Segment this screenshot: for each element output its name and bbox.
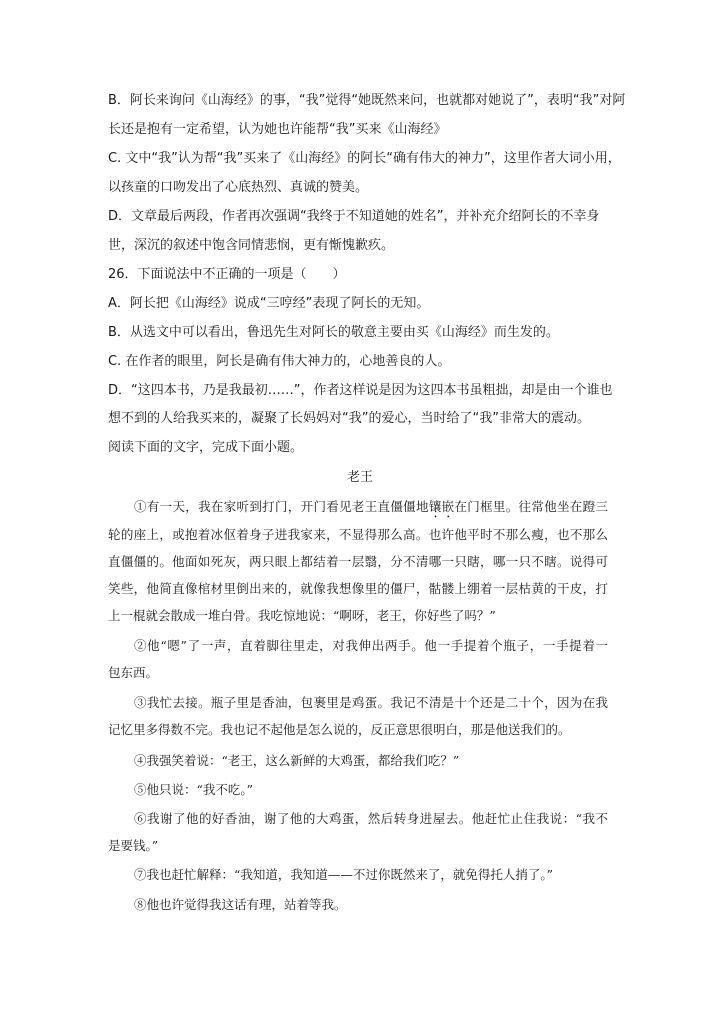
q26-option-a: A．阿长把《山海经》说成“三哼经”表现了阿长的无知。 [108, 296, 430, 311]
q25-option-d-line-1: D．文章最后两段，作者再次强调“我终于不知道她的姓名”，并补充介绍阿长的不幸身 [108, 209, 600, 224]
passage-title: 老王 [346, 470, 373, 485]
q26-option-c: C. 在作者的眼里，阿长是确有伟大神力的，心地善良的人。 [108, 354, 451, 369]
paragraph-8: ⑧他也许觉得我这话有理，站着等我。 [134, 897, 347, 912]
q25-option-c-line-2: 以孩童的口吻发出了心底热烈、真诚的赞美。 [108, 180, 369, 195]
paragraph-2-line-1: ②他“嗯”了一声，直着脚往里走，对我伸出两手。他一手提着个瓶子，一手提着一 [134, 638, 608, 653]
paragraph-1-line-2: 轮的座上，或抱着冰伛着身子进我家来，不显得那么高。也许他平时不那么瘦，也不那么 [108, 527, 608, 542]
paragraph-1-line-5: 上一棍就会散成一堆白骨。我吃惊地说：“啊呀，老王，你好些了吗？” [108, 608, 496, 623]
q25-option-b-line-2: 长还是抱有一定希望，认为她也许能帮“我”买来《山海经》 [108, 122, 447, 137]
reading-instruction: 阅读下面的文字，完成下面小题。 [108, 440, 304, 455]
paragraph-7: ⑦我也赶忙解释：“我知道，我知道——不过你既然来了，就免得托人捎了。” [134, 867, 554, 882]
paragraph-6-line-1: ⑥我谢了他的好香油，谢了他的大鸡蛋，然后转身进屋去。他赶忙止住我说：“我不 [134, 811, 608, 826]
paragraph-1-line-3: 直僵僵的。他面如死灰，两只眼上都结着一层翳，分不清哪一只瞎，哪一只不瞎。说得可 [108, 554, 608, 569]
q25-option-c-line-1: C. 文中“我”认为帮“我”买来了《山海经》的阿长“确有伟大的神力”，这里作者大词小用， [108, 151, 621, 166]
paragraph-1-line-4: 笑些，他简直像棺材里倒出来的，就像我想像里的僵尸，骷髅上绷着一层枯黄的干皮，打 [108, 581, 608, 596]
paragraph-1-line-1: ①有一天，我在家听到打门，开门看见老王直僵僵地镶嵌在门框里。往常他坐在蹬三 [134, 499, 608, 514]
paragraph-3-line-1: ③我忙去接。瓶子里是香油，包裹里是鸡蛋。我记不清是十个还是二十个，因为在我 [134, 695, 608, 710]
paragraph-2-line-2: 包东西。 [108, 665, 159, 680]
q26-option-d-line-1: D．“这四本书，乃是我最初……”，作者这样说是因为这四本书虽粗拙，却是由一个谁也 [108, 383, 613, 398]
paragraph-3-line-2: 记忆里多得数不完。我也记不起他是怎么说的，反正意思很明白，那是他送我们的。 [108, 722, 571, 737]
q26-stem: 26．下面说法中不正确的一项是（ ） [108, 267, 346, 282]
q25-option-b-line-1: B．阿长来询问《山海经》的事，“我”觉得“她既然来问，也就都对她说了”，表明“我”对阿 [108, 93, 626, 108]
paragraph-6-line-2: 是要钱。” [108, 838, 159, 853]
paragraph-5: ⑤他只说：“我不吃。” [134, 782, 254, 797]
q26-option-b: B．从选文中可以看出，鲁迅先生对阿长的敬意主要由买《山海经》而生发的。 [108, 325, 559, 340]
q25-option-d-line-2: 世，深沉的叙述中饱含同情悲悯，更有惭愧歉疚。 [108, 238, 395, 253]
paragraph-4: ④我强笑着说：“老王，这么新鲜的大鸡蛋，都给我们吃？” [134, 753, 460, 768]
emphasized-word: 镶嵌 [428, 499, 455, 514]
q26-option-d-line-2: 想不到的人给我买来的，凝聚了长妈妈对“我”的爱心，当时给了“我”非常大的震动。 [108, 411, 590, 426]
